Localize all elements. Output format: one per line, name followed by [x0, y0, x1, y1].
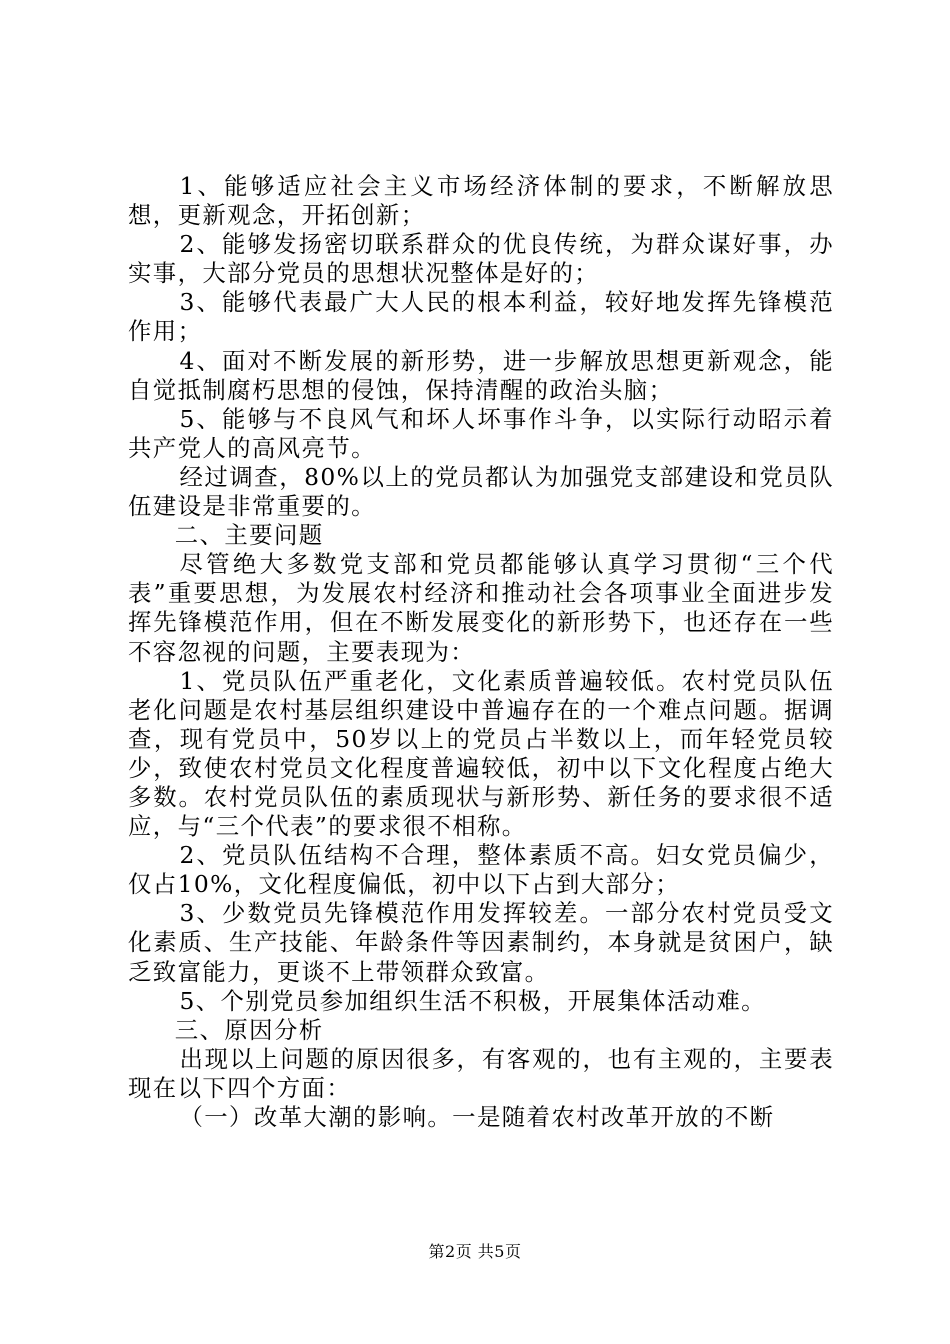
- page-number-footer: 第2页 共5页: [428, 1242, 522, 1261]
- paragraph-problem-2: 2、党员队伍结构不合理，整体素质不高。妇女党员偏少，仅占10%，文化程度偏低，初中以下占到大部分；: [128, 841, 834, 899]
- paragraph-problem-3: 3、少数党员先锋模范作用发挥较差。一部分农村党员受文化素质、生产技能、年龄条件等因素制约，本身就是贫困户，缺乏致富能力，更谈不上带领群众致富。: [128, 899, 834, 986]
- paragraph-item-4: 4、面对不断发展的新形势，进一步解放思想更新观念，能自觉抵制腐朽思想的侵蚀，保持清醒的政治头脑；: [128, 346, 834, 404]
- paragraph-cause-1: （一）改革大潮的影响。一是随着农村改革开放的不断: [179, 1103, 775, 1131]
- paragraph-problem-1: 1、党员队伍严重老化，文化素质普遍较低。农村党员队伍老化问题是农村基层组织建设中普遍存在的一个难点问题。据调查，现有党员中，50岁以上的党员占半数以上，而年轻党员较少，致使农村党员文化程度普遍较低，初中以下文化程度占绝大多数。农村党员队伍的素质现状与新形势、新任务的要求很不适应，与“三个代表”的要求很不相称。: [128, 666, 834, 841]
- section-heading-main-problems: 二、主要问题: [174, 521, 324, 550]
- paragraph-item-5: 5、能够与不良风气和坏人坏事作斗争，以实际行动昭示着共产党人的高风亮节。: [128, 404, 834, 462]
- paragraph-survey-result: 经过调查，80%以上的党员都认为加强党支部建设和党员队伍建设是非常重要的。: [128, 462, 834, 521]
- paragraph-item-2: 2、能够发扬密切联系群众的优良传统，为群众谋好事，办实事，大部分党员的思想状况整体是好的；: [128, 230, 834, 288]
- document-body: [128, 172, 834, 1132]
- paragraph-causes-intro: 出现以上问题的原因很多，有客观的，也有主观的，主要表现在以下四个方面：: [128, 1044, 834, 1102]
- paragraph-item-3: 3、能够代表最广大人民的根本利益，较好地发挥先锋模范作用；: [128, 288, 834, 346]
- section-heading-cause-analysis: 三、原因分析: [174, 1015, 324, 1044]
- paragraph-problems-intro: 尽管绝大多数党支部和党员都能够认真学习贯彻“三个代表”重要思想，为发展农村经济和推动社会各项事业全面进步发挥先锋模范作用，但在不断发展变化的新形势下，也还存在一些不容忽视的问题，主要表现为：: [128, 550, 834, 666]
- paragraph-item-1: 1、能够适应社会主义市场经济体制的要求，不断解放思想，更新观念，开拓创新；: [128, 172, 834, 230]
- paragraph-problem-5: 5、个别党员参加组织生活不积极，开展集体活动难。: [179, 986, 766, 1015]
